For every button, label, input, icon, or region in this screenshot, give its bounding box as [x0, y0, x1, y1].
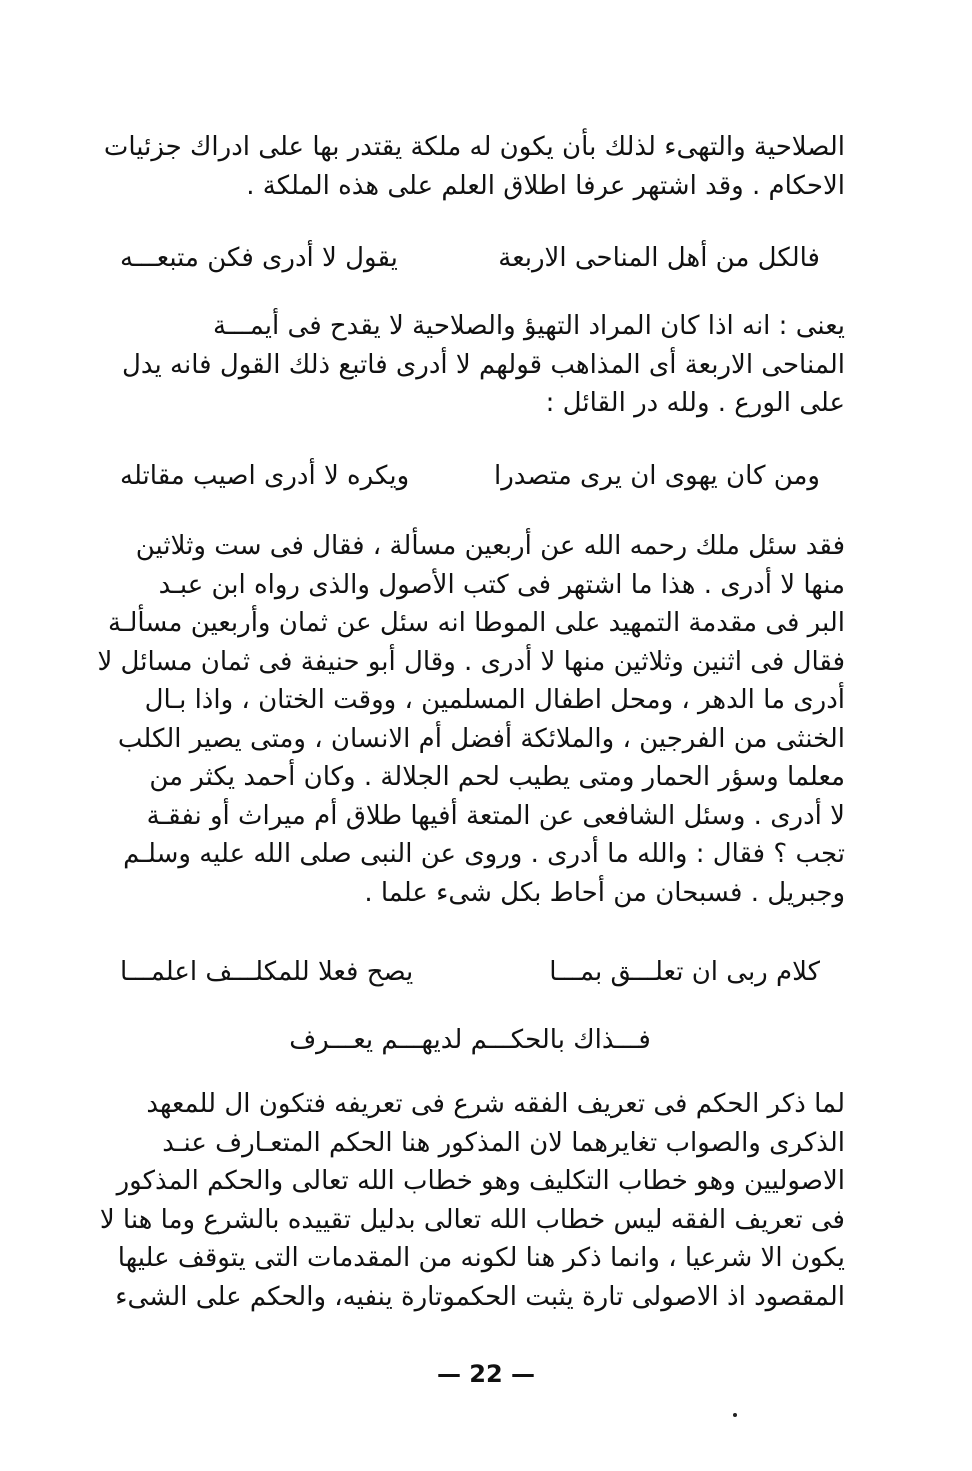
verse-4: [95, 1020, 845, 1060]
text-line: الذكرى والصواب تغايرهما لان المذكور هنا الحكم المتعـارف عنـد: [162, 1127, 845, 1158]
text-line: فى تعريف الفقه ليس خطاب الله تعالى بدليل تقييده بالشرع وما هنا لا: [99, 1204, 845, 1235]
scan-speck: [733, 1413, 737, 1417]
verse-first-hemistich: ومن كان يهوى ان يرى متصدرا: [494, 461, 820, 491]
text-line: البر فى مقدمة التمهيد على الموطا انه سئل عن ثمان وأربعين مسألـة: [107, 608, 845, 638]
verse-second-hemistich: ويكره لا أدرى اصيب مقاتله: [120, 461, 410, 491]
paragraph-3: [95, 527, 845, 912]
text-line: فقال فى اثنين وثلاثين منها لا أدرى . وقال أبو حنيفة فى ثمان مسائل لا: [97, 646, 845, 677]
verse-1: [95, 238, 845, 278]
verse-2: [95, 456, 845, 496]
verse-second-hemistich: يقول لا أدرى فكن متبعـــه: [120, 243, 398, 273]
paragraph-2: [95, 307, 845, 423]
text-line: المقصود اذ الاصولى تارة يثبت الحكموتارة ينفيه، والحكم على الشىء: [115, 1281, 845, 1312]
text-line: تجب ؟ فقال : والله ما أدرى . وروى عن النبى صلى الله عليه وسلـم: [123, 839, 845, 869]
paragraph-1: [95, 128, 845, 205]
text-line: الصلاحية والتهىء لذلك بأن يكون له ملكة يقتدر بها على ادراك جزئيات: [103, 132, 845, 162]
text-line: معلما وسؤر الحمار ومتى يطيب لحم الجلالة . وكان أحمد يكثر من: [149, 762, 845, 792]
page-number: — 22 —: [436, 1360, 536, 1388]
verse-second-hemistich: يصح فعلا للمكلـــف اعلمـــا: [120, 957, 414, 987]
text-line: المناحى الاربعة أى المذاهب قولهم لا أدرى فاتبع ذلك القول فانه يدل: [122, 349, 845, 380]
text-line: على الورع . ولله در القائل :: [545, 388, 845, 418]
text-line: منها لا أدرى . هذا ما اشتهر فى كتب الأصول والذى رواه ابن عبـد: [158, 569, 845, 600]
text-line: فقد سئل ملك رحمه الله عن أربعين مسألة ، فقال فى ست وثلاثين: [135, 531, 845, 561]
text-line: لما ذكر الحكم فى تعريف الفقه شرع فى تعريفه فتكون ال للمعهد: [146, 1089, 845, 1119]
text-line: الاصوليين وهو خطاب التكليف وهو خطاب الله تعالى والحكم المذكور: [116, 1166, 845, 1196]
verse-3: [95, 952, 845, 992]
paragraph-4: [95, 1085, 845, 1316]
text-line: أدرى ما الدهر ، ومحل اطفال المسلمين ، ووقت الختان ، واذا بـال: [144, 685, 845, 715]
verse-first-hemistich: فالكل من أهل المناحى الاربعة: [498, 243, 820, 273]
text-line: يعنى : انه اذا كان المراد التهيؤ والصلاحية لا يقدح فى أيمـــة: [212, 311, 845, 341]
text-line: يكون الا شرعيا ، وانما ذكر هنا لكونه من المقدمات التى يتوقف عليها: [117, 1243, 845, 1273]
text-line: وجبريل . فسبحان من أحاط بكل شىء علما .: [364, 877, 845, 908]
verse-line: فـــذاك بالحكـــم لديهـــم يعـــرف: [289, 1025, 651, 1055]
text-line: الاحكام . وقد اشتهر عرفا اطلاق العلم على هذه الملكة .: [246, 170, 845, 201]
text-line: لا أدرى . وسئل الشافعى عن المتعة أفيها طلاق أم ميراث أو نفقـة: [146, 800, 845, 831]
text-line: الخنثى من الفرجين ، والملائكة أفضل أم الانسان ، ومتى يصير الكلب: [117, 723, 845, 754]
verse-first-hemistich: كلام ربى ان تعلـــق بمـــا: [549, 957, 820, 987]
